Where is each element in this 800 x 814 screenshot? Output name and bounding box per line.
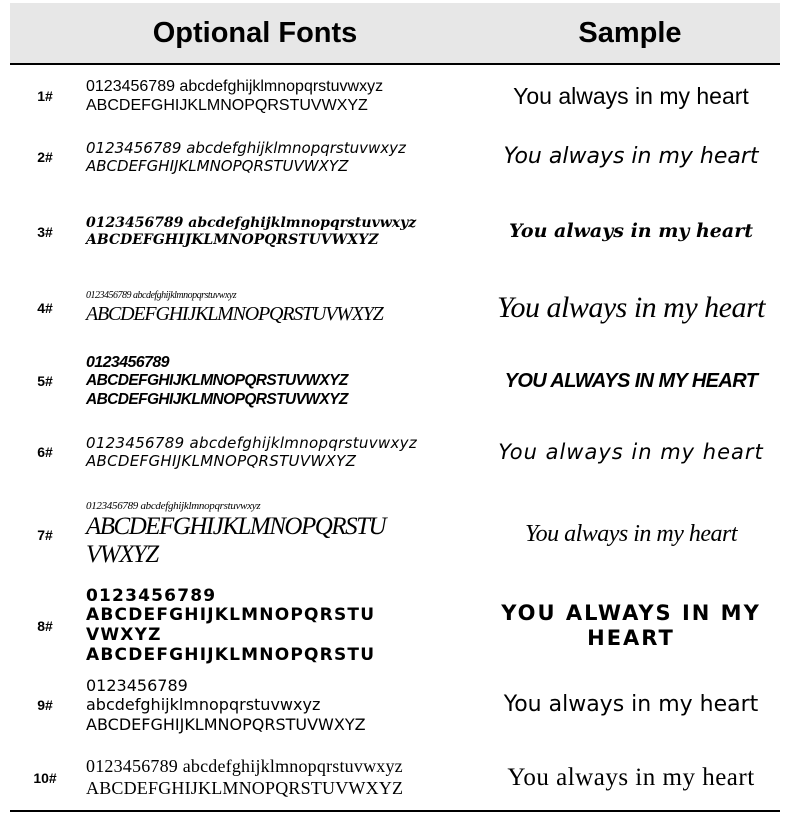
glyph-line: ABCDEFGHIJKLMNOPQRSTUVWXYZ — [86, 390, 348, 408]
font-number: 3# — [37, 224, 53, 240]
font-sample: You always in my heart — [503, 692, 759, 718]
font-row-2 — [10, 127, 780, 187]
font-glyph-preview — [86, 127, 481, 187]
glyph-line: ABCDEFGHIJKLMNOPQRSTUVWXYZ — [86, 303, 383, 325]
glyph-line: abcdefghijklmnopqrstuvwxyz — [86, 695, 321, 715]
font-glyph-preview — [86, 68, 481, 124]
font-glyph-preview — [86, 424, 481, 480]
glyph-line: 0123456789 abcdefghijklmnopqrstuvwxyz — [86, 139, 406, 157]
font-glyph-preview — [86, 668, 481, 742]
font-sample: YOU ALWAYS IN MY HEART — [501, 600, 761, 650]
font-number: 1# — [37, 88, 53, 104]
font-row-8 — [10, 584, 780, 668]
font-glyph-preview — [86, 278, 481, 338]
glyph-line: ABCDEFGHIJKLMNOPQRSTUVWXYZ — [86, 372, 348, 389]
font-sample: You always in my heart — [509, 220, 753, 243]
table-bottom-rule — [10, 810, 780, 812]
glyph-line: ABCDEFGHIJKLMNOPQRSTU — [86, 605, 376, 626]
font-row-10 — [10, 748, 780, 808]
glyph-line: ABCDEFGHIJKLMNOPQRSTUVWXYZ — [86, 97, 368, 114]
glyph-line: 0123456789 — [86, 676, 188, 696]
glyph-line: ABCDEFGHIJKLMNOPQRSTUVWXYZ — [86, 452, 357, 470]
glyph-line: ABCDEFGHIJKLMNOPQRSTUVWXYZ — [86, 157, 349, 175]
font-sample: YOU ALWAYS IN MY HEART — [504, 369, 758, 392]
glyph-line: ABCDEFGHIJKLMNOPQRSTU — [86, 644, 376, 665]
glyph-line: 0123456789 abcdefghijklmnopqrstuvwxyz — [86, 499, 261, 512]
table-header — [10, 3, 780, 65]
font-row-3 — [10, 202, 780, 262]
font-sample: You always in my heart — [497, 290, 765, 324]
font-sample: You always in my heart — [524, 521, 738, 548]
font-glyph-preview — [86, 202, 481, 262]
font-row-1 — [10, 68, 780, 124]
font-number: 7# — [37, 527, 53, 543]
glyph-line: ABCDEFGHIJKLMNOPQRSTUVWXYZ — [86, 232, 379, 248]
glyph-line: VWXYZ — [86, 625, 162, 645]
font-row-4 — [10, 278, 780, 338]
font-glyph-preview — [86, 748, 481, 808]
glyph-line: ABCDEFGHIJKLMNOPQRSTUVWXYZ — [86, 778, 404, 798]
glyph-line: 0123456789 abcdefghijklmnopqrstuvwxyz — [86, 215, 417, 232]
glyph-line: 0123456789 abcdefghijklmnopqrstuvwxyz — [86, 434, 417, 452]
font-sample: You always in my heart — [498, 439, 764, 464]
font-row-5 — [10, 344, 780, 418]
glyph-line: 0123456789 abcdefghijklmnopqrstuvwxyz — [86, 290, 237, 301]
glyph-line: ABCDEFGHIJKLMNOPQRSTUVWXYZ — [86, 714, 366, 734]
font-number: 10# — [33, 770, 57, 786]
font-number: 9# — [37, 697, 53, 713]
font-sample: You always in my heart — [507, 763, 755, 791]
sample-heading: Sample — [578, 16, 682, 49]
font-row-6 — [10, 424, 780, 480]
font-sample: You always in my heart — [513, 82, 749, 109]
font-number: 4# — [37, 300, 53, 316]
glyph-line: VWXYZ — [86, 541, 158, 569]
glyph-line: ABCDEFGHIJKLMNOPQRSTU — [86, 512, 386, 540]
font-glyph-preview — [86, 584, 481, 668]
font-row-9 — [10, 668, 780, 742]
optional-fonts-heading: Optional Fonts — [152, 16, 358, 49]
font-sample: You always in my heart — [503, 144, 759, 170]
font-number: 6# — [37, 444, 53, 460]
glyph-line: 0123456789 — [86, 585, 217, 606]
font-number: 2# — [37, 149, 53, 165]
font-glyph-preview — [86, 344, 481, 418]
font-row-7 — [10, 486, 780, 584]
font-number: 8# — [37, 618, 53, 634]
glyph-line: 0123456789 abcdefghijklmnopqrstuvwxyz — [86, 756, 403, 777]
font-number: 5# — [37, 373, 53, 389]
glyph-line: 0123456789 — [86, 353, 169, 371]
font-glyph-preview — [86, 486, 481, 584]
glyph-line: 0123456789 abcdefghijklmnopqrstuvwxyz — [86, 77, 384, 95]
